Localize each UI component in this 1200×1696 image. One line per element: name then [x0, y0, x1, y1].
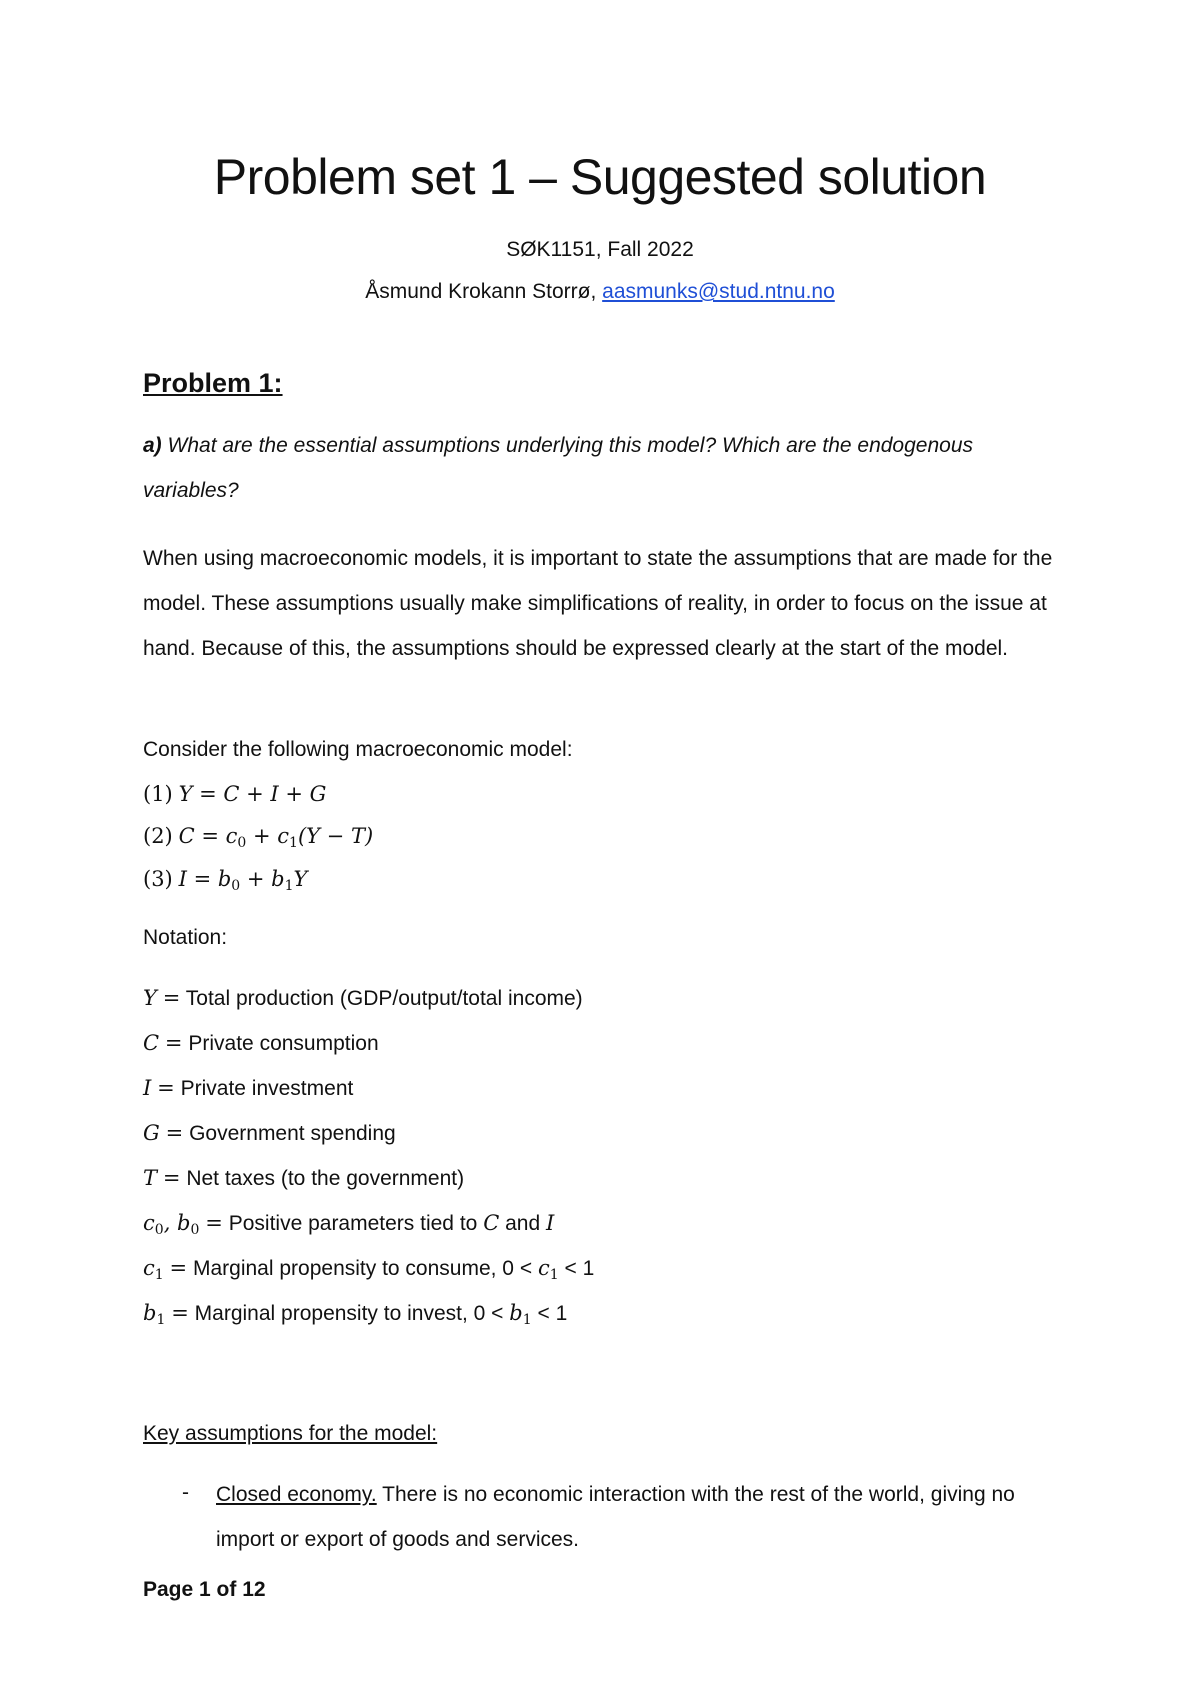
b1-inline	[509, 1301, 532, 1328]
bullet-text: There is no economic interaction with the rest of the world, giving no import or export of goods and services.	[216, 1483, 1015, 1551]
param-and: and	[505, 1212, 541, 1235]
eq2-number: (2)	[143, 824, 173, 848]
notation-i	[143, 1074, 353, 1103]
c1-upper-bound: < 1	[564, 1257, 595, 1280]
notation-params-symbols: $c_0$, $b_0$	[143, 1211, 200, 1238]
notation-c1-text: Marginal propensity to consume, 0 <	[192, 1257, 533, 1280]
eq1-number: (1)	[143, 782, 173, 806]
eq3-sub1: 1	[284, 878, 294, 894]
equals-sign: =	[171, 1301, 189, 1325]
notation-heading: Notation:	[143, 926, 228, 949]
notation-t	[143, 1164, 464, 1193]
document-title: Problem set 1 – Suggested solution	[213, 149, 987, 205]
bullet-label: Closed economy.	[216, 1483, 377, 1506]
notation-c-symbol: C	[143, 1031, 160, 1055]
eq2-sub0: 0	[237, 835, 247, 851]
question-label: a)	[143, 434, 162, 457]
question-text-line1: What are the essential assumptions underlying this model? Which are the endogenous	[167, 434, 973, 457]
key-assumptions-heading: Key assumptions for the model:	[143, 1422, 438, 1445]
equation-2	[143, 822, 373, 851]
equals-sign: =	[162, 986, 181, 1010]
param-C-symbol: C	[483, 1211, 500, 1235]
param-c-sub: 0	[154, 1222, 164, 1238]
notation-b1-symbol	[143, 1301, 166, 1328]
notation-y	[143, 984, 583, 1013]
eq2-expression	[178, 824, 374, 851]
question-a-line2: variables?	[143, 479, 239, 502]
notation-c-text: Private consumption	[188, 1032, 379, 1055]
c1-sub: 1	[154, 1267, 164, 1283]
b1-symbol: b	[143, 1301, 157, 1325]
eq3-number: (3)	[143, 867, 173, 891]
c1-inline	[537, 1256, 559, 1283]
equals-sign: =	[205, 1211, 223, 1235]
author-email-link[interactable]: aasmunks@stud.ntnu.no	[602, 280, 835, 303]
c1-inline-symbol: c	[537, 1256, 550, 1280]
page-number: Page 1 of 12	[143, 1578, 266, 1601]
notation-g-text: Government spending	[189, 1122, 396, 1145]
equals-sign: =	[162, 1166, 181, 1190]
bullet-closed-economy	[216, 1472, 1076, 1562]
course-line: SØK1151, Fall 2022	[506, 238, 694, 261]
equation-3	[143, 865, 307, 894]
eq2-part-b: + c	[246, 824, 290, 848]
intro-paragraph: When using macroeconomic models, it is important to state the assumptions that are made for the model. These assumptions usually make simplifications of reality, in order to focus on the issue at hand. Because of this, the assumptions should be expressed clearly at the start of the model.	[143, 547, 1053, 660]
equals-sign: =	[165, 1121, 184, 1145]
param-b-symbol: b	[177, 1211, 191, 1235]
notation-params-text: Positive parameters tied to	[228, 1212, 478, 1235]
notation-b1-text: Marginal propensity to invest, 0 <	[194, 1302, 504, 1325]
eq2-part-a: C = c	[178, 824, 238, 848]
notation-c	[143, 1029, 379, 1058]
notation-c1-symbol	[143, 1256, 164, 1283]
equals-sign: =	[157, 1076, 175, 1100]
notation-i-symbol: I	[143, 1076, 152, 1100]
bullet-dash: -	[182, 1481, 189, 1504]
eq3-sub0: 0	[231, 878, 241, 894]
eq1-expression: Y = C + I + G	[178, 782, 327, 806]
author-name: Åsmund Krokann Storrø,	[365, 280, 597, 303]
c1-symbol: c	[143, 1256, 155, 1280]
notation-c1	[143, 1254, 594, 1283]
consider-text: Consider the following macroeconomic model:	[143, 738, 573, 761]
c1-inline-sub: 1	[549, 1267, 559, 1283]
param-c-symbol: c	[143, 1211, 155, 1235]
equals-sign: =	[169, 1256, 188, 1280]
eq3-part-b: + b	[240, 867, 285, 891]
b1-inline-symbol: b	[509, 1301, 523, 1325]
notation-t-text: Net taxes (to the government)	[186, 1167, 465, 1190]
param-b-sub: 0	[190, 1222, 200, 1238]
eq3-part-a: I = b	[178, 867, 232, 891]
b1-upper-bound: < 1	[537, 1302, 568, 1325]
problem-1-heading: Problem 1:	[143, 368, 283, 398]
eq2-part-c: (Y − T)	[297, 824, 374, 848]
equals-sign: =	[164, 1031, 183, 1055]
notation-y-symbol: Y	[143, 986, 157, 1010]
param-I-symbol: I	[546, 1211, 555, 1235]
notation-params	[143, 1209, 554, 1238]
b1-inline-sub: 1	[522, 1312, 532, 1328]
eq2-sub1: 1	[289, 835, 298, 851]
notation-g-symbol: G	[143, 1121, 160, 1145]
notation-y-text: Total production (GDP/output/total income)	[185, 987, 583, 1010]
notation-g	[143, 1119, 396, 1148]
notation-t-symbol: T	[143, 1166, 158, 1190]
question-a	[143, 432, 973, 460]
eq3-expression	[178, 867, 308, 894]
b1-sub: 1	[156, 1312, 166, 1328]
notation-b1	[143, 1299, 567, 1328]
notation-i-text: Private investment	[180, 1077, 354, 1100]
equation-1	[143, 780, 326, 809]
eq3-part-c: Y	[293, 867, 308, 891]
author-line	[0, 280, 1200, 304]
